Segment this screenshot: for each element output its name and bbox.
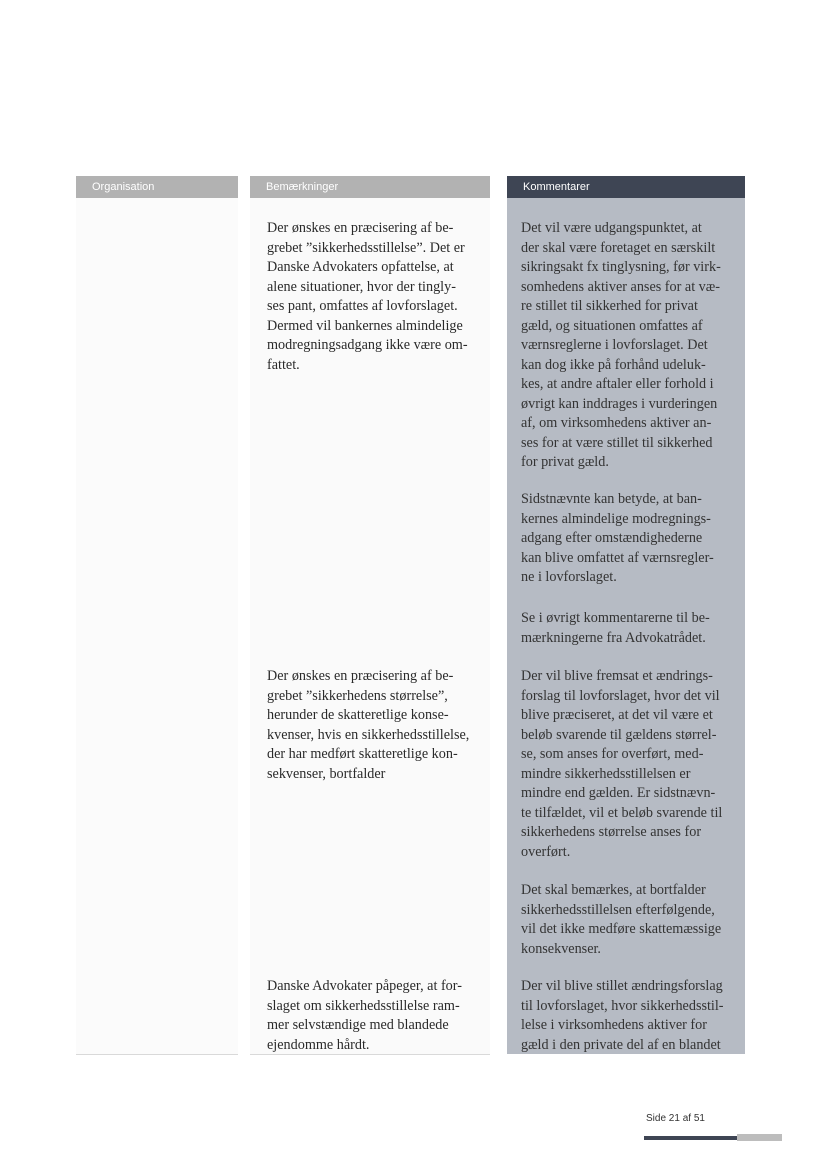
header-organisation: Organisation bbox=[76, 176, 238, 198]
header-kommentarer: Kommentarer bbox=[507, 176, 745, 198]
kommentar-2: Sidstnævnte kan betyde, at ban- kernes almindelige modregnings- adgang efter omstændighederne kan blive omfattet af værnsregler- ne i lovforslaget. bbox=[521, 491, 714, 585]
kommentar-5: Det skal bemærkes, at bortfalder sikkerhedsstillelsen efterfølgende, vil det ikke medføre skattemæssige konsekvenser. bbox=[521, 882, 722, 957]
footer-bar-dark bbox=[644, 1136, 737, 1140]
column-organisation bbox=[76, 198, 238, 1055]
kommentar-4: Der vil blive fremsat et ændrings- forslag til lovforslaget, hvor det vil blive præciseret, at det vil være et beløb svarende til gældens størrel- se, som anses for overført, med- mindre sikkerhedsstillelsen er mindre end gælden. Er sidstnævn- te tilfældet, vil et beløb svarende til sikkerhedens størrelse anses for overført. bbox=[521, 668, 723, 860]
page-number: Side 21 af 51 bbox=[646, 1113, 705, 1124]
footer-bar-light bbox=[737, 1134, 782, 1141]
header-bemaerkninger: Bemærkninger bbox=[250, 176, 490, 198]
kommentar-1: Det vil være udgangspunktet, at der skal være foretaget en særskilt sikringsakt fx tinglysning, før virk- somhedens aktiver anses for at væ- re stillet til sikkerhed for privat gæld, og situationen omfattes af værnsreglerne i lovforslaget. Det kan dog ikke på forhånd udeluk- kes, at andre aftaler eller forhold i øvrigt kan inddrages i vurderingen af, om virksomhedens aktiver an- ses for at være stillet til sikkerhed for privat gæld. bbox=[521, 220, 721, 470]
kommentar-3: Se i øvrigt kommentarerne til be- mærkningerne fra Advokatrådet. bbox=[521, 610, 710, 646]
bemaerkning-3: Danske Advokater påpeger, at for- slaget om sikkerhedsstillelse ram- mer selvstændige med blandede ejendomme hårdt. bbox=[267, 978, 462, 1053]
kommentar-6: Der vil blive stillet ændringsforslag til lovforslaget, hvor sikkerhedsstil- lelse i virksomhedens aktiver for gæld i den private del af en blandet bbox=[521, 978, 724, 1053]
bemaerkning-1: Der ønskes en præcisering af be- grebet ”sikkerhedsstillelse”. Det er Danske Advokaters opfattelse, at alene situationer, hvor der tingly- ses pant, omfattes af lovforslaget. Dermed vil bankernes almindelige modregningsadgang ikke være om- fattet. bbox=[267, 220, 468, 373]
bemaerkning-2: Der ønskes en præcisering af be- grebet ”sikkerhedens størrelse”, herunder de skatteretlige konse- kvenser, hvis en sikkerhedsstillelse, der har medført skatteretlige kon- sekvenser, bortfalder bbox=[267, 668, 470, 782]
